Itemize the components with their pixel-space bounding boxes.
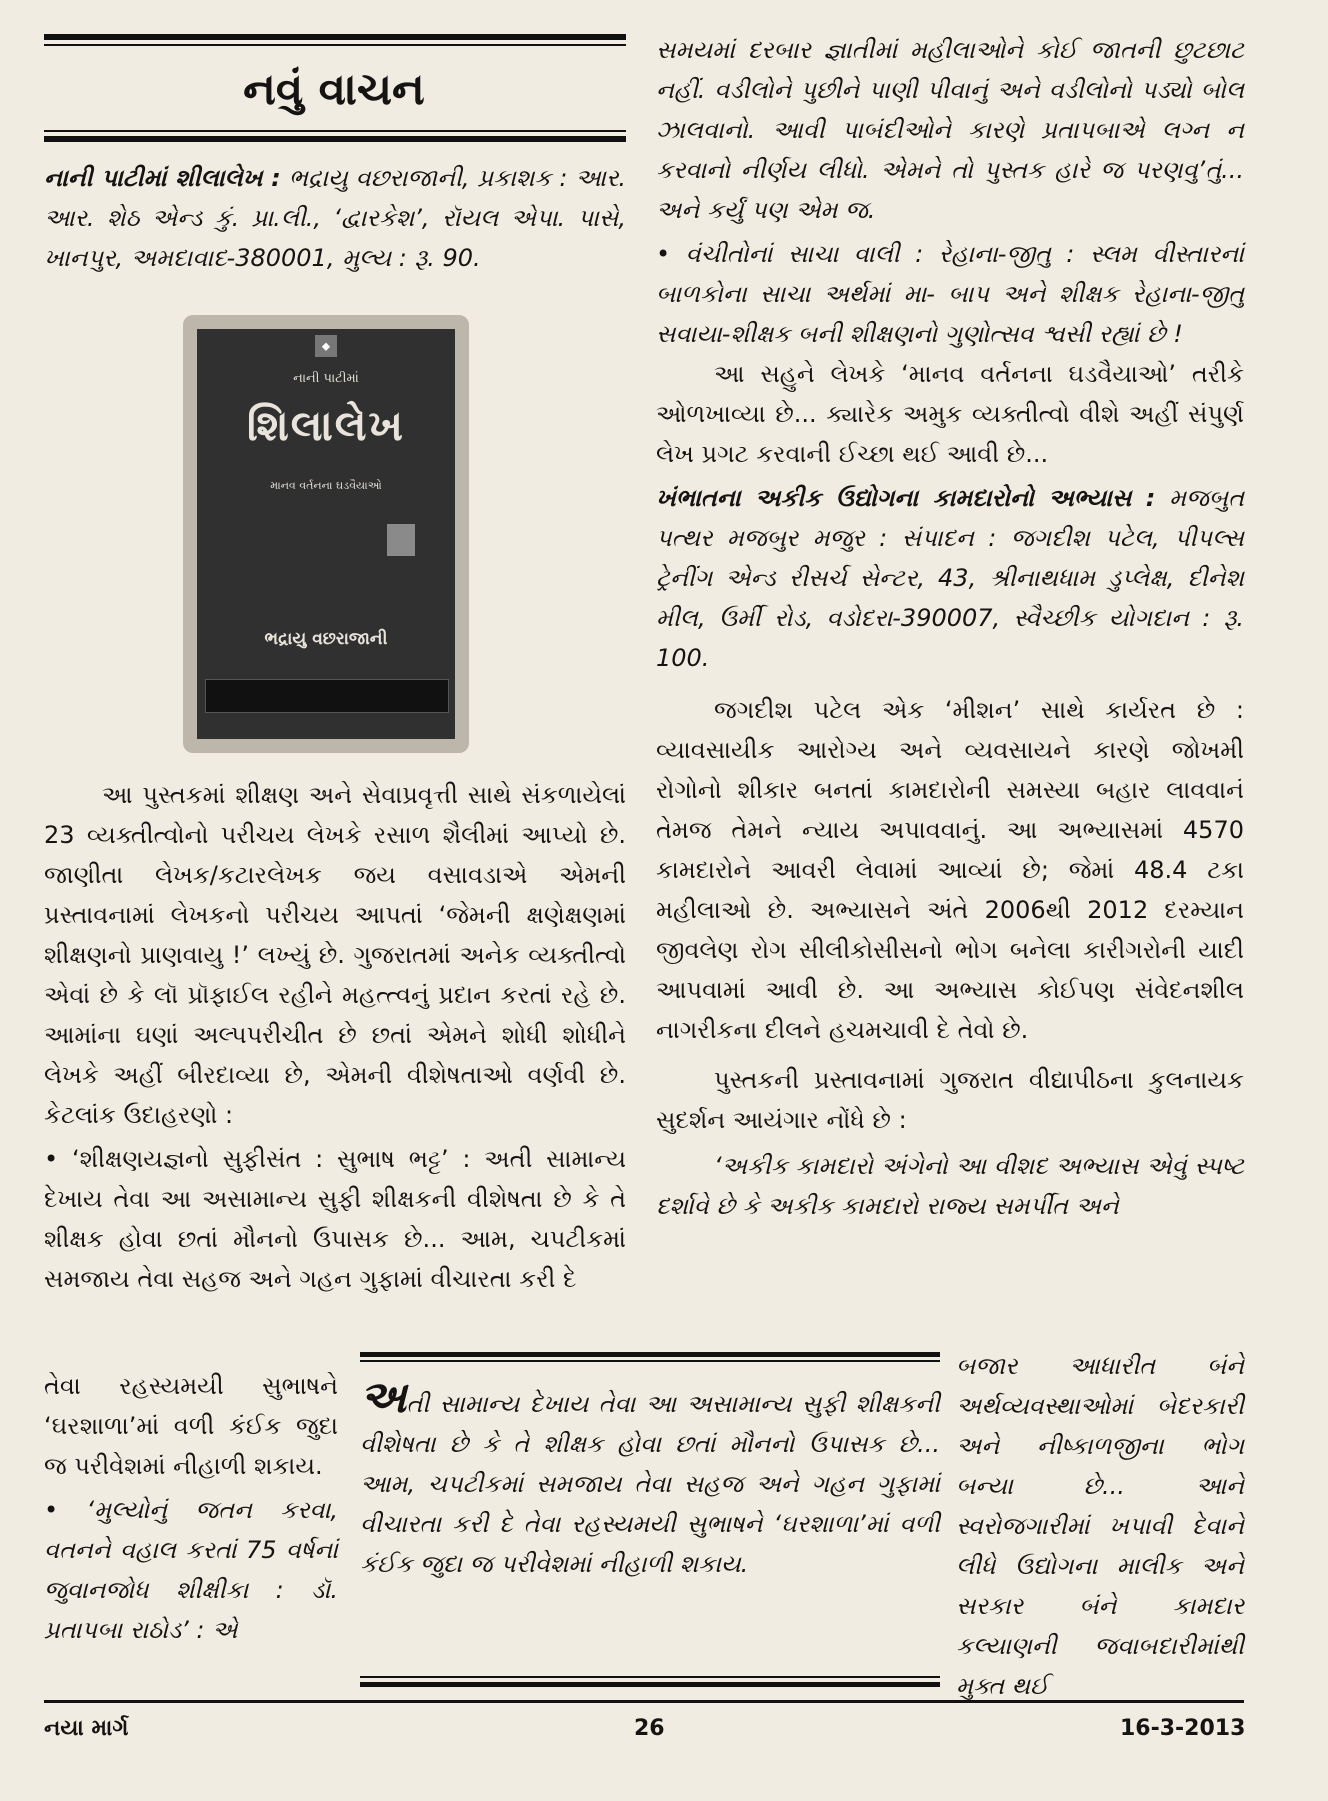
book1-intro [44,775,626,1299]
book2-citation [656,478,1244,678]
book1-example1-cont [44,1366,338,1650]
pullquote-rule-bottom [360,1676,940,1678]
book1-intro-text: આ પુસ્તકમાં શીક્ષણ અને સેવાપ્રવૃત્તી સાથે સંકળાયેલાં 23 વ્યક્તીત્વોનો પરીચય લેખકે રસાળ શૈલીમાં આપ્યો છે. જાણીતા લેખક/કટારલેખક જય વસાવડાએ એમની પ્રસ્તાવનામાં લેખકનો પરીચય આપતાં ‘જેમની ક્ષણેક્ષણમાં શીક્ષણનો પ્રાણવાયુ !’ લખ્યું છે. ગુજરાતમાં અનેક વ્યક્તીત્વો એવાં છે કે લૉ પ્રૉફાઈલ રહીને મહત્ત્વનું પ્રદાન કરતાં રહે છે. આમાંના ઘણાં અલ્પપરીચીત છે છતાં એમને શોધી શોધીને લેખકે અહીં બીરદાવ્યા છે, એમની વીશેષતાઓ વર્ણવી છે. કેટલાંક ઉદાહરણો : [44,781,626,1129]
book1-closing: આ સહુને લેખકે ‘માનવ વર્તનના ઘડવૈયાઓ’ તરીકે ઓળખાવ્યા છે... ક્યારેક અમુક વ્યક્તીત્વો વીશે અહીં સંપુર્ણ લેખ પ્રગટ કરવાની ઈચ્છા થઈ આવી છે... [656,360,1244,468]
book2-details: મજબુત પત્થર મજબુર મજુર : સંપાદન : જગદીશ પટેલ, પીપલ્સ ટ્રેનીંગ એન્ડ રીસર્ચ સેન્ટર, 43, શ્રીનાથધામ ડુપ્લેક્ષ, દીનેશ મીલ, ઉર્મી રોડ, વડોદરા-390007, સ્વૈચ્છીક યોગદાન : રૂ. 100. [656,484,1244,672]
book1-title: નાની પાટીમાં શીલાલેખ : [44,164,281,192]
cover-subtitle: માનવ વર્તનના ઘડવૈયાઓ [270,479,382,492]
book1-example3: • વંચીતોનાં સાચા વાલી : રેહાના-જીતુ : સ્લમ વીસ્તારનાં બાળકોના સાચા અર્થમાં મા- બાપ અને શીક્ષક રેહાના-જીતુ સવાયા-શીક્ષક બની શીક્ષણનો ગુણોત્સવ શ્વસી રહ્યાં છે ! [656,240,1244,348]
footer-page-number: 26 [634,1716,665,1741]
cover-bottom-band [205,679,449,713]
publisher-logo-icon: ⬥ [315,335,337,357]
book1-example1: • ‘શીક્ષણયજ્ઞનો સુફીસંત : સુભાષ ભટ્ટ’ : અતી સામાન્ય દેખાય તેવા આ અસામાન્ય સુફી શીક્ષકની વીશેષતા છે કે તે શીક્ષક હોવા છતાં મૌનનો ઉપાસક છે... આમ, ચપટીકમાં સમજાય તેવા સહજ અને ગહન ગુફામાં વીચારતા કરી દે [44,1145,626,1293]
pullquote [360,1372,940,1584]
footer-publication: નયા માર્ગ [44,1716,129,1741]
footer-rule [44,1700,1244,1703]
cover-top-text: નાની પાટીમાં [293,371,359,386]
book1-example2: • ‘મુલ્યોનું જતન કરવા, વતનને વહાલ કરતાં 75 વર્ષનાં જુવાનજોધ શીક્ષીકા : ડૉ. પ્રતાપબા રાઠોડ’ : એ [44,1496,338,1644]
book1-citation [44,158,626,278]
book2-title: ખંભાતના અકીક ઉદ્યોગના કામદારોનો અભ્યાસ : [656,484,1156,512]
title-rule-bottom-thick [44,136,626,142]
book2-quote-cont [956,1346,1244,1706]
footer-date: 16-3-2013 [1120,1716,1246,1741]
cover-author: ભદ્રાયુ વછરાજાની [264,629,388,649]
quote-cont-text: બજાર આધારીત બંને અર્થવ્યવસ્થાઓમાં બેદરકારી અને નીષ્કાળજીના ભોગ બન્યા છે... આને સ્વરોજગારીમાં ખપાવી દેવાને લીધે ઉદ્યોગના માલીક અને સરકાર બંને કામદાર કલ્યાણની જવાબદારીમાંથી મુક્ત થઈ [956,1352,1244,1700]
title-rule-top [44,34,626,40]
title-rule-bottom [44,130,626,132]
example1-cont-text: તેવા રહસ્યમયી સુભાષને ‘ઘરશાળા’માં વળી કંઈક જુદા જ પરીવેશમાં નીહાળી શકાય. [44,1372,338,1480]
right-column [656,30,1244,1226]
cover-emblem-icon [387,524,415,556]
pullquote-dropcap: અ [360,1372,407,1423]
pullquote-rule-top [360,1352,940,1357]
title-rule-top-thin [44,44,626,46]
book2-quote: ‘અકીક કામદારો અંગેનો આ વીશદ અભ્યાસ એવું સ્પષ્ટ દર્શાવે છે કે અકીક કામદારો રાજ્ય સમર્પીત અને [656,1152,1244,1220]
pullquote-rule-bottom-thick [360,1682,940,1687]
book-cover [183,315,469,753]
book1-example2-cont: સમયમાં દરબાર જ્ઞાતીમાં મહીલાઓને કોઈ જાતની છુટછાટ નહીં. વડીલોને પુછીને પાણી પીવાનું અને વડીલોનો પડ્યો બોલ ઝાલવાનો. આવી પાબંદીઓને કારણે પ્રતાપબાએ લગ્ન ન કરવાનો નીર્ણય લીધો. એમને તો પુસ્તક હારે જ પરણવુ’તું... અને કર્યું પણ એમ જ. [656,36,1244,224]
pullquote-text: તી સામાન્ય દેખાય તેવા આ અસામાન્ય સુફી શીક્ષકની વીશેષતા છે કે તે શીક્ષક હોવા છતાં મૌનનો ઉપાસક છે... આમ, ચપટીકમાં સમજાય તેવા સહજ અને ગહન ગુફામાં વીચારતા કરી દે તેવા રહસ્યમયી સુભાષને ‘ઘરશાળા’માં વળી કંઈક જુદા જ પરીવેશમાં નીહાળી શકાય. [360,1390,940,1578]
book2-para2: પુસ્તકની પ્રસ્તાવનામાં ગુજરાત વીદ્યાપીઠના કુલનાયક સુદર્શન આયંગાર નોંધે છે : [656,1066,1244,1134]
cover-title: શિલાલેખ [246,401,406,450]
pullquote-rule-top-thin [360,1360,940,1362]
book-cover-inner [197,329,455,739]
section-title: નવું વાચન [243,64,425,115]
book2-para1: જગદીશ પટેલ એક ‘મીશન’ સાથે કાર્યરત છે : વ્યાવસાયીક આરોગ્ય અને વ્યવસાયને કારણે જોખમી રોગોનો શીકાર બનતાં કામદારોની સમસ્યા બહાર લાવવાનં તેમજ તેમને ન્યાય અપાવવાનું. આ અભ્યાસમાં 4570 કામદારોને આવરી લેવામાં આવ્યાં છે; જેમાં 48.4 ટકા મહીલાઓ છે. અભ્યાસને અંતે 2006થી 2012 દરમ્યાન જીવલેણ રોગ સીલીકોસીસનો ભોગ બનેલા કારીગરોની યાદી આપવામાં આવી છે. આ અભ્યાસ કોઈપણ સંવેદનશીલ નાગરીકના દીલને હચમચાવી દે તેવો છે. [656,696,1244,1044]
book1-details: ભદ્રાયુ વછરાજાની, પ્રકાશક : આર. આર. શેઠ એન્ડ કું. પ્રા.લી., ‘દ્વારકેશ’, રૉયલ એપા. પાસે, ખાનપુર, અમદાવાદ-380001, મુલ્ય : રૂ. 90. [44,164,626,272]
